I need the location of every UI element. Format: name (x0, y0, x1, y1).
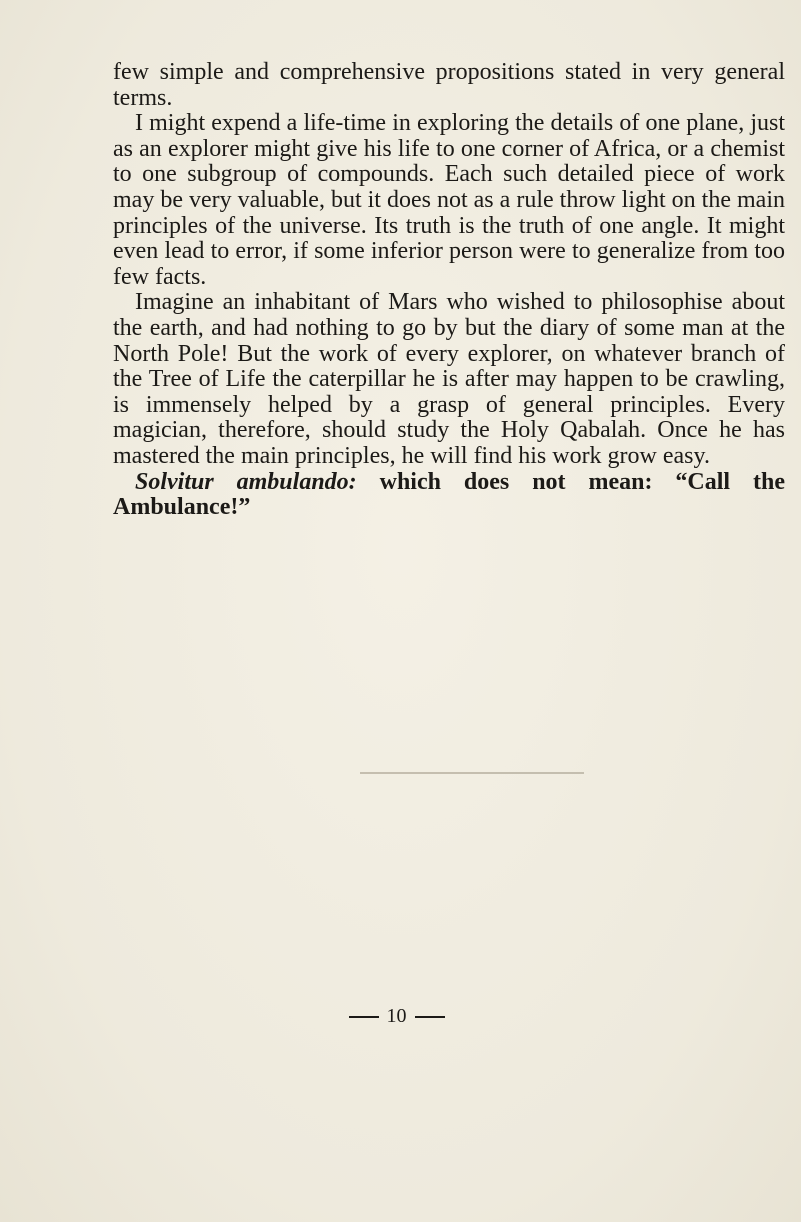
right-dash (415, 1016, 445, 1018)
show-through-rule (360, 772, 584, 774)
paragraph-explorer: I might expend a life-time in exploring the details of one plane, just as an explorer might give his life to one corner of Africa, or a chemist to one subgroup of compounds. Each such detailed piece of work may be very valuable, but it does not as a rule throw light on the main principles of the universe. Its truth is the truth of one angle. It might even lead to error, if some inferior person were to generalize from too few facts. (113, 110, 785, 290)
page-number-footer (0, 1005, 797, 1028)
closing-latin: Solvitur ambulando: (135, 468, 357, 495)
closing-rest: which does not mean: “Call the Ambulance!” (113, 468, 786, 521)
paragraph-mars: Imagine an inhabitant of Mars who wished to philosophise about the earth, and had nothing to go by but the diary of some man at the North Pole! But the work of every explorer, on whatever branch of the Tree of Life the caterpillar he is after may happen to be crawling, is immensely helped by a grasp of general principles. Every magician, therefore, should study the Holy Qabalah. Once he has mastered the main principles, he will find his work grow easy. (113, 289, 785, 469)
left-dash (349, 1016, 379, 1018)
closing-line (113, 470, 785, 521)
paragraph-continuation: few simple and comprehensive propositions stated in very general terms. (113, 59, 785, 111)
page-number: 10 (386, 1005, 407, 1027)
body-text (113, 60, 785, 521)
